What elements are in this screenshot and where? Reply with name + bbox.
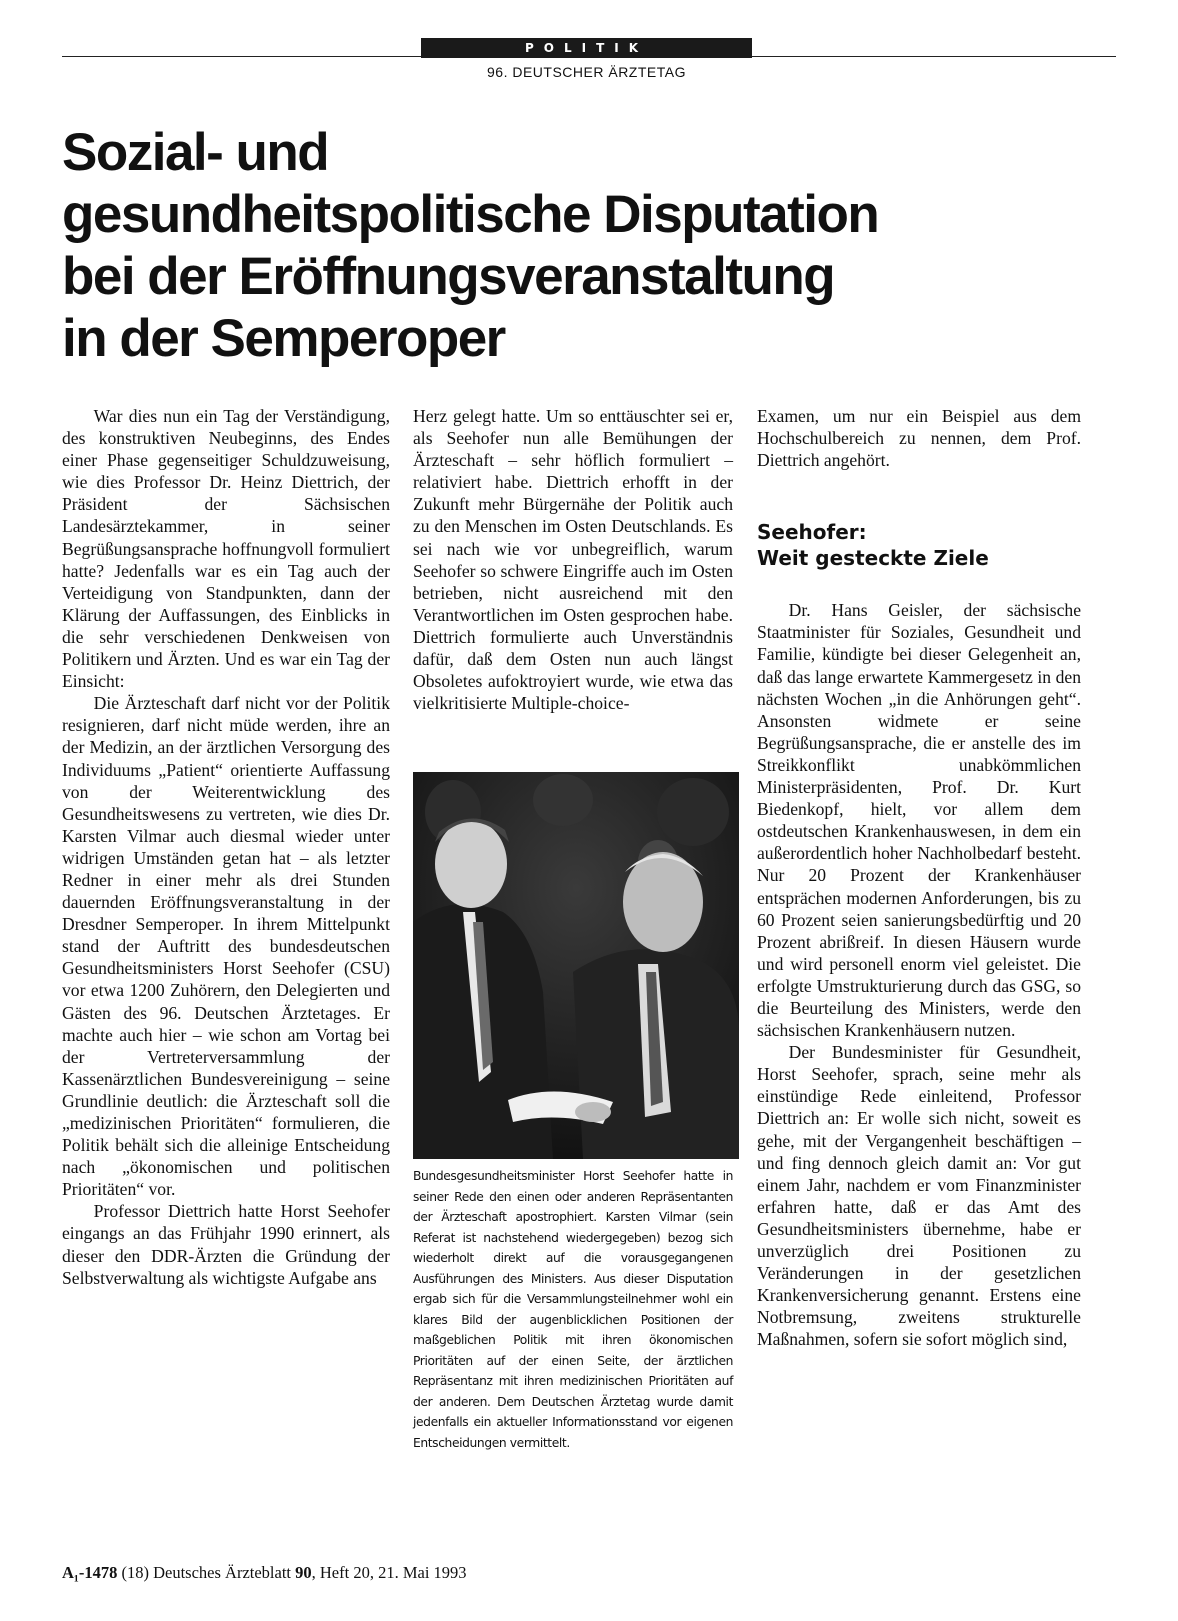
headline <box>62 122 1112 370</box>
headline-line-3: bei der Eröffnungsveranstaltung <box>62 247 835 306</box>
headline-line-2: gesundheitspolitische Disputation <box>62 185 879 244</box>
body-paragraph: Examen, um nur ein Beispiel aus dem Hochschulbereich zu nennen, dem Prof. Diettrich angehört. <box>757 406 1081 471</box>
body-column-2 <box>413 405 733 714</box>
kicker: 96. DEUTSCHER ÄRZTETAG <box>487 64 686 80</box>
section-label: POLITIK <box>421 38 752 58</box>
photo-image <box>413 772 739 1159</box>
subheading-line-2: Weit gesteckte Ziele <box>757 546 989 571</box>
page-footer <box>62 1563 467 1583</box>
body-paragraph: Die Ärzteschaft darf nicht vor der Politik resignieren, darf nicht müde werden, ihre an der Medizin, an der ärztlichen Versorgung des Individuums „Patient“ orientierte Auffassung von der Weiterentwicklung des Gesundheitswesens zu vertreten, wie dies Dr. Karsten Vilmar auch diesmal wieder unter widrigen Umständen getan hat – als letzter Redner in einer mehr als drei Stunden dauernden Eröffnungsveranstaltung in der Dresdner Semperoper. In ihrem Mittelpunkt stand der Auftritt des bundesdeutschen Gesundheitsministers Horst Seehofer (CSU) vor etwa 1200 Zuhörern, den Delegierten und Gästen des 96. Deutschen Ärztetages. Er machte auch hier – wie schon am Vortag bei der Vertreterversammlung der Kassenärztlichen Bundesvereinigung – seine Grundlinie deutlich: die Ärzteschaft soll die „medizinischen Prioritäten“ formulieren, die Politik behält sich die alleinige Entscheidung nach „ökonomischen und politischen Prioritäten“ vor. <box>62 693 390 1200</box>
footer-page-id: A₁-1478 <box>62 1563 118 1582</box>
headline-line-1: Sozial- und <box>62 123 329 182</box>
photo-caption: Bundesgesundheitsminister Horst Seehofer hatte in seiner Rede den einen oder anderen Repräsentanten der Ärzteschaft apostrophiert. Karsten Vilmar (sein Referat ist nachstehend wiedergegeben) bezog sich wiederholt direkt auf die vorausgegangenen Ausführungen des Ministers. Aus dieser Disputation ergab sich für die Versammlungsteilnehmer wohl ein klares Bild der augenblicklichen Positionen der maßgeblichen Politik mit ihren ökonomischen Prioritäten auf der einen Seite, der ärztlichen Repräsentanz mit ihren medizinischen Prioritäten auf der anderen. Dem Deutschen Ärztetag wurde damit jedenfalls ein aktueller Informationsstand vor eigenen Entscheidungen vermittelt. <box>413 1169 733 1450</box>
footer-journal: (18) Deutsches Ärzteblatt <box>121 1563 292 1582</box>
header-rule-right <box>752 56 1116 57</box>
footer-volume: 90 <box>295 1563 312 1582</box>
header-rule-left <box>62 56 422 57</box>
subheading-line-1: Seehofer: <box>757 520 867 545</box>
body-paragraph: Professor Diettrich hatte Horst Seehofer eingangs an das Frühjahr 1990 erinnert, als dieser den DDR-Ärzten die Gründung der Selbstverwaltung als wichtigste Aufgabe ans <box>62 1201 390 1288</box>
headline-line-4: in der Semperoper <box>62 309 505 368</box>
body-column-1 <box>62 405 390 1289</box>
body-paragraph: Herz gelegt hatte. Um so enttäuschter sei er, als Seehofer nun alle Bemühungen der Ärzteschaft – sehr höflich formuliert – relativiert habe. Diettrich erhofft in der Zukunft mehr Bürgernähe der Politik auch zu den Menschen im Osten Deutschlands. Es sei nach wie vor unbegreiflich, warum Seehofer so schwere Eingriffe auch im Osten betrieben, nicht ausreichend mit den Verantwortlichen im Osten gesprochen habe. Diettrich formulierte auch Unverständnis dafür, daß dem Osten nun auch längst Obsoletes aufoktroyiert wurde, wie etwa das vielkritisierte Multiple-choice- <box>413 406 733 714</box>
subheading <box>757 519 1081 571</box>
body-paragraph: War dies nun ein Tag der Verständigung, des konstruktiven Neubeginns, des Endes einer Phase gegenseitiger Schuldzuweisung, wie dies Professor Dr. Heinz Diettrich, der Präsident der Sächsischen Landesärztekammer, in seiner Begrüßungsansprache hoffnungvoll formuliert hatte? Jedenfalls war es ein Tag auch der Verteidigung von Standpunkten, dann der Klärung der Auffassungen, des Einblicks in die sehr verschiedenen Denkweisen von Politikern und Ärzten. Und es war ein Tag der Einsicht: <box>62 406 390 692</box>
photo-seehofer-diettrich <box>413 772 739 1159</box>
body-paragraph: Dr. Hans Geisler, der sächsische Staatminister für Soziales, Gesundheit und Familie, kündigte bei dieser Gelegenheit an, daß das lange erwartete Kammergesetz in den nächsten Wochen „in die Anhörungen geht“. Ansonsten widmete er seine Begrüßungsansprache, die er anstelle des im Streikkonflikt unabkömmlichen Ministerpräsidenten, Prof. Dr. Kurt Biedenkopf, hielt, vor allem dem ostdeutschen Krankenhauswesen, in dem ein außerordentlich hoher Nachholbedarf besteht. Nur 20 Prozent der Krankenhäuser entsprächen modernen Anforderungen, bis zu 60 Prozent seien sanierungsbedürftig und 20 Prozent abrißreif. In diesen Häusern wurde und wird personell enorm viel geleistet. Die erfolgte Umstrukturierung durch das GSG, so die Beurteilung des Ministers, werde den sächsischen Krankenhäusern nutzen. <box>757 600 1081 1041</box>
body-column-3 <box>757 405 1081 1350</box>
body-paragraph: Der Bundesminister für Gesundheit, Horst Seehofer, sprach, seine mehr als einstündige Rede einleitend, Professor Diettrich an: Er wolle sich nicht, soweit es gehe, mit der Vergangenheit beschäftigen – und fing dennoch gleich damit an: Vor gut einem Jahr, nachdem er vom Finanzminister erfahren hatte, daß er das Amt des Gesundheitsministers übernehme, habe er unverzüglich drei Positionen zu Veränderungen in der gesetzlichen Krankenversicherung genannt. Erstens eine Notbremsung, zweitens strukturelle Maßnahmen, sofern sie sofort möglich sind, <box>757 1042 1081 1350</box>
footer-issue: , Heft 20, 21. Mai 1993 <box>311 1563 467 1582</box>
